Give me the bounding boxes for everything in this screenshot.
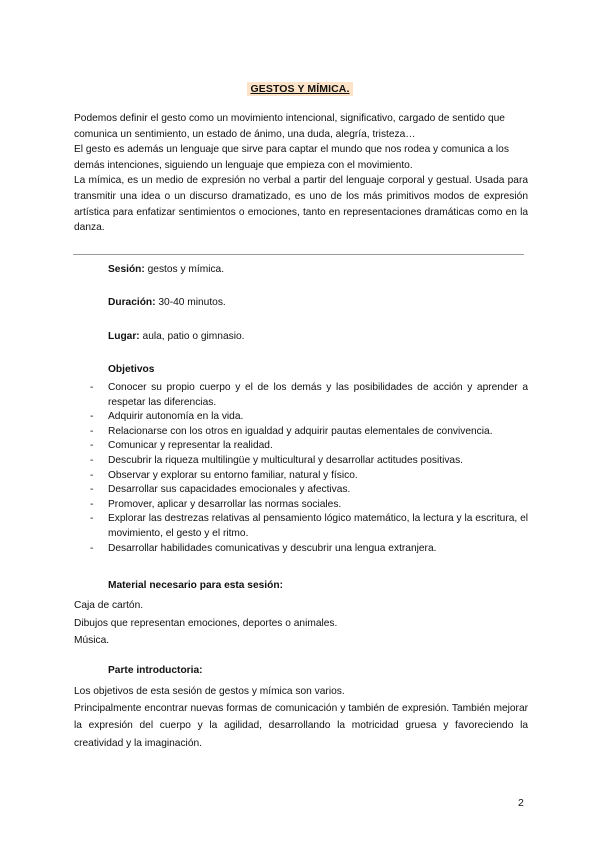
bullet-dash: -: [90, 498, 94, 510]
intro-paragraph-1: Podemos definir el gesto como un movimiento intencional, significativo, cargado de sentido que comunica un sentimiento, un estado de ánimo, una duda, alegría, tristeza…: [74, 113, 505, 140]
place-value: aula, patio o gimnasio.: [139, 331, 245, 342]
bullet-dash: -: [90, 440, 94, 452]
list-item: [74, 410, 528, 425]
objective-text: Desarrollar sus capacidades emocionales y afectivas.: [108, 484, 351, 496]
place-label: Lugar:: [108, 331, 140, 342]
list-item: [74, 512, 528, 541]
session-line: [108, 264, 224, 275]
objective-text: Descubrir la riqueza multilingüe y multicultural y desarrollar actitudes positivas.: [108, 454, 464, 466]
material-list: [74, 597, 337, 650]
intro-part-heading: Parte introductoria:: [108, 665, 203, 676]
bullet-dash: -: [90, 425, 94, 437]
page-number: 2: [518, 797, 524, 809]
objective-text: Comunicar y representar la realidad.: [108, 440, 273, 452]
list-item: [74, 483, 528, 498]
objective-text: Adquirir autonomía en la vida.: [108, 411, 244, 423]
bullet-dash: -: [90, 513, 94, 525]
objectives-heading: Objetivos: [108, 364, 155, 375]
list-item: [74, 425, 528, 440]
list-item: [74, 469, 528, 484]
list-item: [74, 439, 528, 454]
objective-text: Observar y explorar su entorno familiar, natural y físico.: [108, 469, 358, 481]
objectives-list: [74, 381, 528, 556]
objective-text: Promover, aplicar y desarrollar las normas sociales.: [108, 498, 342, 510]
bullet-dash: -: [90, 382, 94, 393]
bullet-dash: -: [90, 454, 94, 466]
place-line: [108, 331, 244, 342]
bullet-dash: -: [90, 542, 94, 554]
intro-part-paragraph-1: Los objetivos de esta sesión de gestos y mímica son varios.: [74, 686, 345, 697]
session-label: Sesión:: [108, 264, 145, 275]
bullet-dash: -: [90, 469, 94, 481]
title-wrap: [0, 79, 600, 97]
page-title: GESTOS Y MÍMICA.: [247, 82, 352, 96]
bullet-dash: -: [90, 484, 94, 496]
objective-text: Conocer su propio cuerpo y el de los demás y las posibilidades de acción y aprender a respetar las diferencias.: [108, 382, 528, 408]
duration-label: Duración:: [108, 297, 156, 308]
material-item: Música.: [74, 635, 110, 646]
intro-part-section: [74, 683, 528, 752]
intro-paragraph-2: El gesto es además un lenguaje que sirve para captar el mundo que nos rodea y comunica a los demás intenciones, siguiendo un lenguaje que empieza con el movimiento.: [74, 144, 509, 171]
intro-part-paragraph-2: Principalmente encontrar nuevas formas de comunicación y también de expresión. También mejorar la expresión del cuerpo y la agilidad, desarrollando la motricidad gruesa y favoreciendo la creatividad y la imaginación.: [74, 703, 528, 749]
intro-paragraph-3: La mímica, es un medio de expresión no verbal a partir del lenguaje corporal y gestual. Usada para transmitir una idea o un discurso dramatizado, es uno de los más primitivos modos de expresión artística para enfatizar sentimientos o emociones, tanto en representaciones dramáticas como en la danza.: [74, 175, 528, 234]
material-item: Dibujos que representan emociones, deportes o animales.: [74, 617, 338, 629]
bullet-dash: -: [90, 411, 94, 423]
material-heading: Material necesario para esta sesión:: [108, 580, 283, 591]
list-item: [74, 381, 528, 410]
material-item: Caja de cartón.: [74, 600, 144, 611]
objective-text: Desarrollar habilidades comunicativas y descubrir una lengua extranjera.: [108, 542, 437, 554]
objective-text: Relacionarse con los otros en igualdad y adquirir pautas elementales de convivencia.: [108, 425, 493, 437]
list-item: [74, 498, 528, 513]
list-item: [74, 542, 528, 557]
session-value: gestos y mímica.: [144, 264, 225, 275]
horizontal-divider: [73, 254, 524, 255]
intro-section: [74, 111, 528, 236]
duration-line: [108, 297, 226, 308]
objective-text: Explorar las destrezas relativas al pensamiento lógico matemático, la lectura y la escritura, el movimiento, el gesto y el ritmo.: [108, 513, 528, 539]
duration-value: 30-40 minutos.: [155, 297, 226, 308]
list-item: [74, 454, 528, 469]
